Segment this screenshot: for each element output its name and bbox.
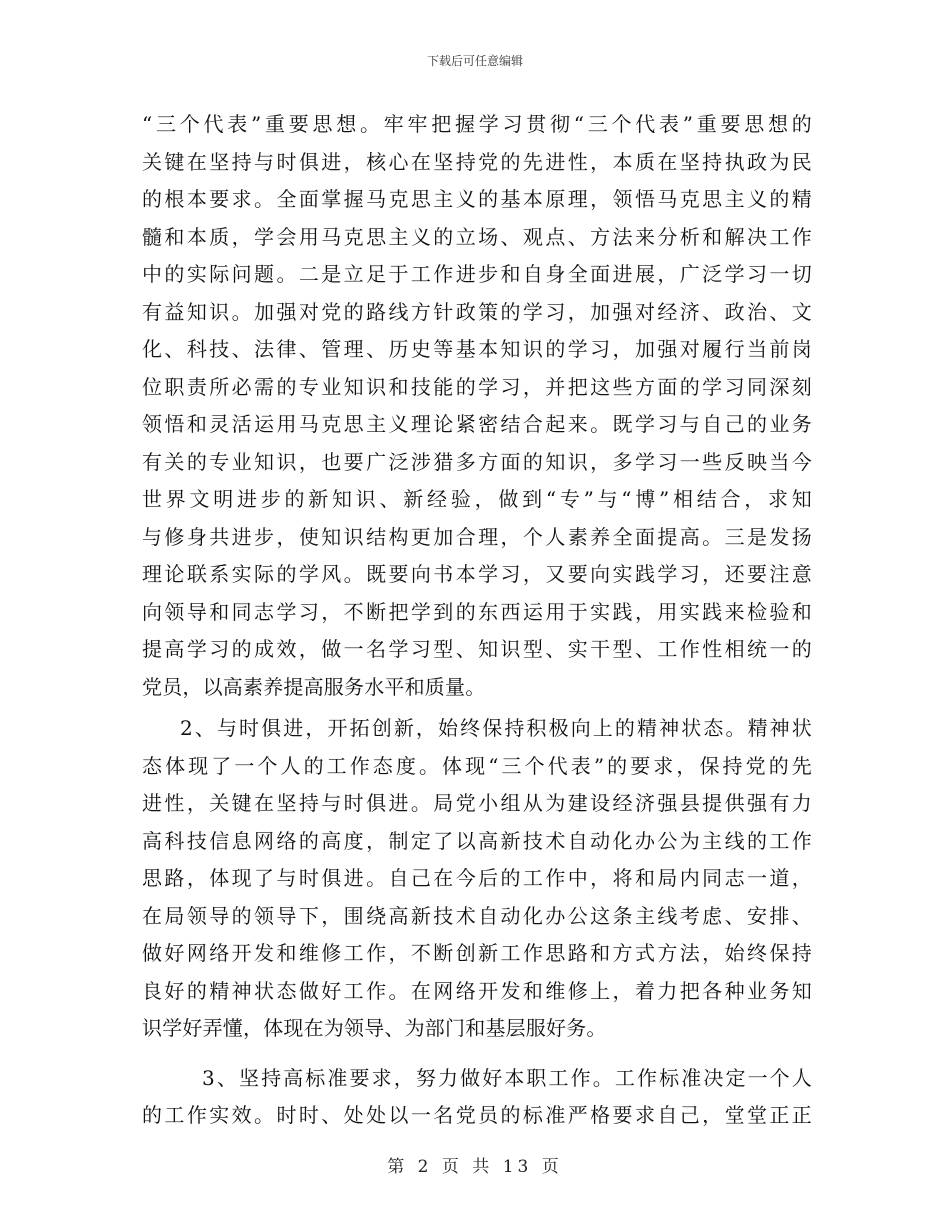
text-line: 识学好弄懂，体现在为领导、为部门和基层服好务。 [142, 1016, 607, 1040]
text-line: 进性，关键在坚持与时俱进。局党小组从为建设经济强县提供强有力 [142, 791, 812, 815]
text-line: 与修身共进步，使知识结构更加合理，个人素养全面提高。三是发扬 [142, 524, 812, 549]
text-line: 态体现了一个人的工作态度。体现“三个代表”的要求，保持党的先 [142, 753, 812, 778]
page-header-note: 下载后可任意编辑 [426, 54, 523, 68]
text-line: 3、坚持高标准要求，努力做好本职工作。工作标准决定一个人 [202, 1065, 812, 1090]
text-line: 中的实际问题。二是立足于工作进步和自身全面进展，广泛学习一切 [142, 262, 812, 286]
text-line: 在局领导的领导下，围绕高新技术自动化办公这条主线考虑、安排、 [142, 903, 812, 928]
text-line: 世界文明进步的新知识、新经验，做到“专”与“博”相结合，求知 [142, 487, 812, 511]
text-line: 有益知识。加强对党的路线方针政策的学习，加强对经济、政治、文 [142, 299, 812, 324]
text-line: “三个代表”重要思想。牢牢把握学习贯彻“三个代表”重要思想的 [142, 112, 812, 136]
text-line: 良好的精神状态做好工作。在网络开发和维修上，着力把各种业务知 [142, 978, 812, 1003]
text-line: 做好网络开发和维修工作，不断创新工作思路和方式方法，始终保持 [142, 941, 812, 965]
text-line: 提高学习的成效，做一名学习型、知识型、实干型、工作性相统一的 [142, 637, 812, 661]
text-line: 髓和本质，学会用马克思主义的立场、观点、方法来分析和解决工作 [142, 224, 812, 249]
text-line: 关键在坚持与时俱进，核心在坚持党的先进性，本质在坚持执政为民 [142, 149, 812, 174]
text-line: 向领导和同志学习，不断把学到的东西运用于实践，用实践来检验和 [142, 599, 812, 624]
text-line: 高科技信息网络的高度，制定了以高新技术自动化办公为主线的工作 [142, 828, 812, 853]
body-text [142, 106, 812, 1135]
text-line: 领悟和灵活运用马克思主义理论紧密结合起来。既学习与自己的业务 [142, 412, 812, 436]
text-line: 2、与时俱进，开拓创新，始终保持积极向上的精神状态。精神状 [180, 716, 812, 740]
text-line: 的根本要求。全面掌握马克思主义的基本原理，领悟马克思主义的精 [142, 187, 812, 211]
text-line: 思路，体现了与时俱进。自己在今后的工作中，将和局内同志一道， [142, 866, 812, 890]
text-line: 化、科技、法律、管理、历史等基本知识的学习，加强对履行当前岗 [142, 337, 812, 361]
text-line: 理论联系实际的学风。既要向书本学习，又要向实践学习，还要注意 [142, 562, 812, 586]
text-line: 的工作实效。时时、处处以一名党员的标准严格要求自己，堂堂正正 [142, 1103, 812, 1127]
text-line: 有关的专业知识，也要广泛涉猎多方面的知识，多学习一些反映当今 [142, 449, 812, 474]
page-number-footer: 第 2 页 共 13 页 [387, 1157, 563, 1177]
text-line: 党员，以高素养提高服务水平和质量。 [142, 674, 486, 699]
text-line: 位职责所必需的专业知识和技能的学习，并把这些方面的学习同深刻 [142, 374, 812, 399]
